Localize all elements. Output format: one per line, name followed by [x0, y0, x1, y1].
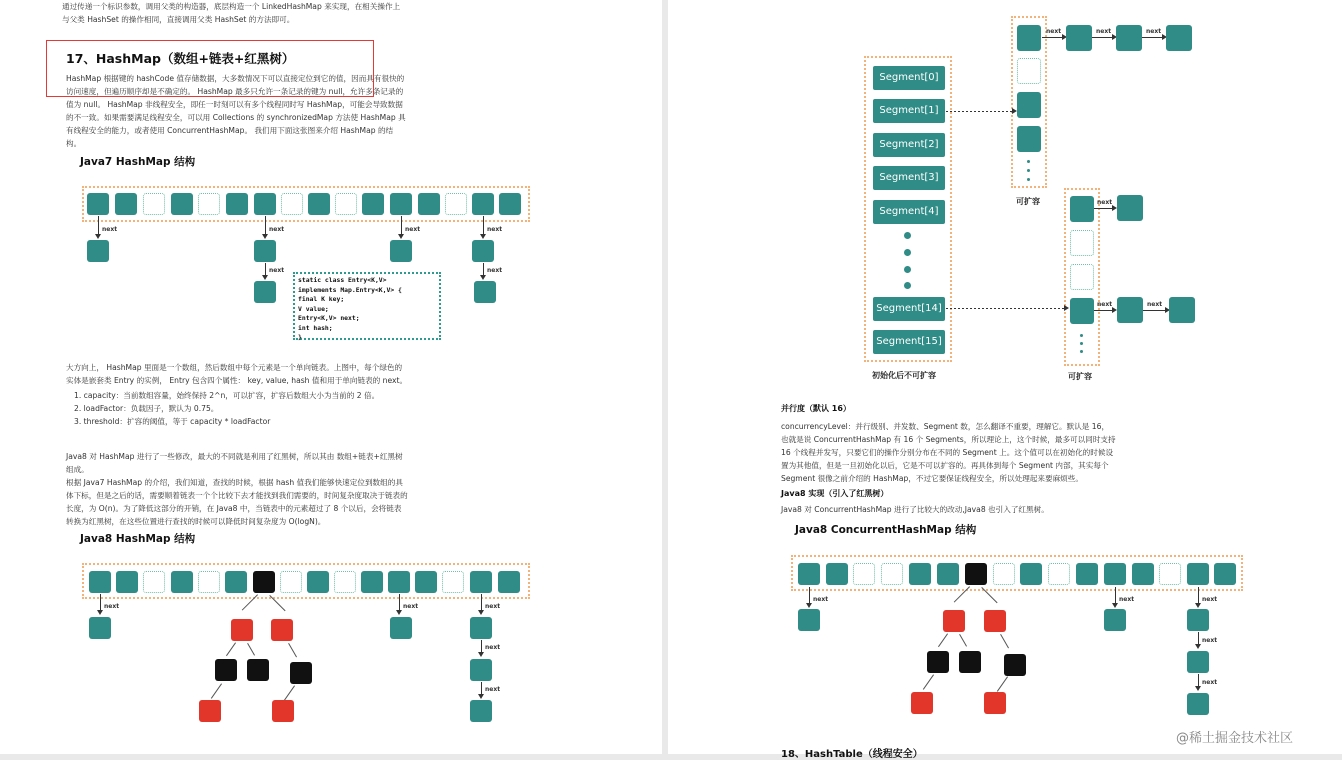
- entry-node: [87, 240, 109, 262]
- java8-impl-title: Java8 实现（引入了红黑树）: [781, 489, 889, 498]
- segment-15: Segment[15]: [873, 330, 945, 354]
- bucket: [362, 193, 384, 215]
- next-label: next: [1097, 301, 1113, 308]
- entry-node: [254, 281, 276, 303]
- left-document-page: [0, 0, 662, 754]
- black-node: [215, 659, 237, 681]
- red-node: [911, 692, 933, 714]
- next-label: next: [1046, 28, 1062, 35]
- hash-entry: [1017, 92, 1041, 118]
- empty-bucket: [993, 563, 1015, 585]
- red-node: [231, 619, 253, 641]
- next-arrow: [1198, 587, 1199, 605]
- ellipsis-dot: [1027, 169, 1030, 172]
- red-node: [943, 610, 965, 632]
- bucket: [225, 571, 247, 593]
- empty-bucket: [281, 193, 303, 215]
- list-item: 1. capacity：当前数组容量，始终保持 2^n，可以扩容，扩容后数组大小为当前的 2 倍。: [74, 391, 380, 400]
- entry-node: [1187, 609, 1209, 631]
- empty-bucket: [1048, 563, 1070, 585]
- bucket: [470, 571, 492, 593]
- chain-node: [1066, 25, 1092, 51]
- next-label: next: [1202, 679, 1218, 686]
- segment-4: Segment[4]: [873, 200, 945, 224]
- empty-bucket: [881, 563, 903, 585]
- bucket: [472, 193, 494, 215]
- next-label: next: [485, 603, 501, 610]
- bucket: [415, 571, 437, 593]
- black-node: [247, 659, 269, 681]
- next-label: next: [269, 226, 285, 233]
- next-section-title-cut: 18、HashTable（线程安全）: [781, 749, 923, 760]
- next-label: next: [1097, 199, 1113, 206]
- segment-0: Segment[0]: [873, 66, 945, 90]
- bucket: [1187, 563, 1209, 585]
- entry-node: [474, 281, 496, 303]
- code-line: implements Map.Entry<K,V> {: [298, 285, 402, 294]
- bucket: [171, 571, 193, 593]
- watermark: @稀土掘金技术社区: [1176, 731, 1294, 746]
- bucket: [390, 193, 412, 215]
- red-node: [271, 619, 293, 641]
- concurrency-title: 并行度（默认 16）: [781, 404, 851, 413]
- tree-edge: [211, 683, 222, 698]
- bucket: [418, 193, 440, 215]
- next-arrow: [100, 594, 101, 612]
- ellipsis-dot: [904, 232, 911, 239]
- list-item: 2. loadFactor：负载因子，默认为 0.75。: [74, 404, 219, 413]
- next-arrow: [98, 216, 99, 236]
- empty-entry: [1017, 58, 1041, 84]
- bucket: [798, 563, 820, 585]
- next-label: next: [1202, 596, 1218, 603]
- bucket: [499, 193, 521, 215]
- next-arrow: [265, 216, 266, 236]
- entry-code: [298, 276, 402, 343]
- next-label: next: [405, 226, 421, 233]
- red-node: [984, 610, 1006, 632]
- section-title: 17、HashMap（数组+链表+红黑树）: [66, 51, 295, 66]
- bucket: [1076, 563, 1098, 585]
- empty-bucket: [143, 571, 165, 593]
- next-arrow: [483, 263, 484, 277]
- hash-entry: [1017, 25, 1041, 51]
- black-node: [927, 651, 949, 673]
- entry-node: [390, 240, 412, 262]
- entry-node: [254, 240, 276, 262]
- black-node: [959, 651, 981, 673]
- entry-node: [1104, 609, 1126, 631]
- bucket: [171, 193, 193, 215]
- next-arrow: [1092, 37, 1114, 38]
- chain-node: [1166, 25, 1192, 51]
- hash-entry: [1070, 196, 1094, 222]
- entry-node: [89, 617, 111, 639]
- hashmap-intro-paragraph: HashMap 根据键的 hashCode 值存储数据，大多数情况下可以直接定位到它的值，因而具有很快的访问速度，但遍历顺序却是不确定的。 HashMap 最多只允许一条记录的键为 null，允许多条记录的值为 null。 HashMap 非线程安全，即任一时刻可以有多个线程同时写 HashMap，可能会导致数据的不一致。如果需要满足线程安全，可以用 Collections 的 synchronizedMap 方法使 HashMap 具有线程安全的能力，或者使用 ConcurrentHashMap。 我们用下面这张图来介绍 HashMap 的结构。: [66, 74, 406, 148]
- empty-bucket: [143, 193, 165, 215]
- next-arrow: [1094, 208, 1114, 209]
- bucket: [388, 571, 410, 593]
- intro-continued-text: 通过传递一个标识参数，调用父类的构造器，底层构造一个 LinkedHashMap 来实现，在相关操作上与父类 HashSet 的操作相同，直接调用父类 HashSet 的方法即可。: [62, 2, 401, 24]
- bucket: [826, 563, 848, 585]
- next-label: next: [487, 226, 503, 233]
- next-arrow: [401, 216, 402, 236]
- empty-bucket: [335, 193, 357, 215]
- red-node: [984, 692, 1006, 714]
- segment-pointer-arrow: [946, 111, 1014, 112]
- bucket: [1132, 563, 1154, 585]
- next-label: next: [813, 596, 829, 603]
- empty-entry: [1070, 264, 1094, 290]
- next-label: next: [485, 686, 501, 693]
- next-label: next: [269, 267, 285, 274]
- tree-edge: [247, 643, 255, 656]
- entry-node: [472, 240, 494, 262]
- next-label: next: [487, 267, 503, 274]
- bucket: [361, 571, 383, 593]
- next-label: next: [1119, 596, 1135, 603]
- hash-entry: [1070, 298, 1094, 324]
- bucket: [89, 571, 111, 593]
- tree-edge: [226, 642, 236, 656]
- structure-explanation: 大方向上， HashMap 里面是一个数组，然后数组中每个元素是一个单向链表。上图中，每个绿色的实体是嵌套类 Entry 的实例， Entry 包含四个属性： key, value, hash 值和用于单向链表的 next。: [66, 363, 408, 385]
- empty-entry: [1070, 230, 1094, 256]
- code-line: int hash;: [298, 323, 333, 332]
- red-node: [199, 700, 221, 722]
- caption-fixed-size: 初始化后不可扩容: [872, 371, 936, 380]
- entry-node: [1187, 693, 1209, 715]
- next-label: next: [1147, 301, 1163, 308]
- bucket: [116, 571, 138, 593]
- next-arrow: [1198, 632, 1199, 646]
- ellipsis-dot: [1027, 160, 1030, 163]
- empty-bucket: [445, 193, 467, 215]
- bucket: [115, 193, 137, 215]
- next-label: next: [104, 603, 120, 610]
- tree-root-bucket: [965, 563, 987, 585]
- chain-node: [1117, 195, 1143, 221]
- bucket: [1214, 563, 1236, 585]
- bucket: [254, 193, 276, 215]
- concurrency-paragraph: concurrencyLevel：并行级别、并发数、Segment 数，怎么翻译不重要，理解它。默认是 16，也就是说 ConcurrentHashMap 有 16 个 Segments，所以理论上，这个时候，最多可以同时支持 16 个线程并发写，只要它们的操作分别分布在不同的 Segment 上。这个值可以在初始化的时候设置为其他值，但是一旦初始化以后，它是不可以扩容的。再具体到每个 Segment 内部，其实每个 Segment 很像之前介绍的 HashMap，不过它要保证线程安全，所以处理起来要麻烦些。: [781, 422, 1116, 483]
- ellipsis-dot: [1027, 178, 1030, 181]
- next-label: next: [1096, 28, 1112, 35]
- next-arrow: [1198, 674, 1199, 688]
- next-arrow: [399, 594, 400, 612]
- java8-change-paragraph: Java8 对 HashMap 进行了一些修改，最大的不同就是利用了红黑树，所以其由 数组+链表+红黑树 组成。: [66, 452, 403, 474]
- tree-edge: [284, 685, 295, 700]
- java8-impl-paragraph: Java8 对 ConcurrentHashMap 进行了比较大的改动,Java8 也引入了红黑树。: [781, 505, 1049, 514]
- empty-bucket: [198, 193, 220, 215]
- bucket: [307, 571, 329, 593]
- segment-2: Segment[2]: [873, 133, 945, 157]
- entry-node: [470, 659, 492, 681]
- caption-expandable: 可扩容: [1068, 372, 1092, 381]
- ellipsis-dot: [904, 249, 911, 256]
- red-node: [272, 700, 294, 722]
- next-arrow: [265, 263, 266, 277]
- caption-expandable: 可扩容: [1016, 197, 1040, 206]
- entry-node: [470, 617, 492, 639]
- entry-node: [1187, 651, 1209, 673]
- code-line: }: [298, 333, 302, 341]
- entry-node: [470, 700, 492, 722]
- tree-root-bucket: [253, 571, 275, 593]
- java7-hashmap-title: Java7 HashMap 结构: [80, 156, 196, 168]
- empty-bucket: [1159, 563, 1181, 585]
- tree-edge: [288, 643, 297, 657]
- segment-3: Segment[3]: [873, 166, 945, 190]
- next-arrow: [481, 594, 482, 612]
- ellipsis-dot: [1080, 350, 1083, 353]
- code-line: Entry<K,V> next;: [298, 314, 360, 322]
- code-line: static class Entry<K,V>: [298, 276, 387, 284]
- next-arrow: [1094, 310, 1114, 311]
- ellipsis-dot: [904, 266, 911, 273]
- chm-structure-title: Java8 ConcurrentHashMap 结构: [795, 524, 977, 536]
- ellipsis-dot: [904, 282, 911, 289]
- segment-14: Segment[14]: [873, 297, 945, 321]
- empty-bucket: [198, 571, 220, 593]
- list-item: 3. threshold：扩容的阈值，等于 capacity * loadFactor: [74, 417, 271, 426]
- bucket: [308, 193, 330, 215]
- segment-1: Segment[1]: [873, 99, 945, 123]
- next-label: next: [1202, 637, 1218, 644]
- empty-bucket: [853, 563, 875, 585]
- next-arrow: [481, 682, 482, 696]
- properties-list: [74, 389, 379, 428]
- bucket: [498, 571, 520, 593]
- chain-node: [1116, 25, 1142, 51]
- hash-entry: [1017, 126, 1041, 152]
- bucket: [1020, 563, 1042, 585]
- next-arrow: [481, 640, 482, 654]
- entry-node: [390, 617, 412, 639]
- code-line: final K key;: [298, 295, 345, 303]
- chain-node: [1117, 297, 1143, 323]
- next-arrow: [483, 216, 484, 236]
- java8-hashmap-title: Java8 HashMap 结构: [80, 533, 196, 545]
- next-label: next: [403, 603, 419, 610]
- next-label: next: [1146, 28, 1162, 35]
- ellipsis-dot: [1080, 342, 1083, 345]
- next-label: next: [485, 644, 501, 651]
- bucket: [909, 563, 931, 585]
- java8-lookup-paragraph: 根据 Java7 HashMap 的介绍，我们知道，查找的时候，根据 hash 值我们能够快速定位到数组的具体下标，但是之后的话，需要顺着链表一个个比较下去才能找到我们需要的，时间复杂度取决于链表的长度，为 O(n)。为了降低这部分的开销，在 Java8 中，当链表中的元素超过了 8 个以后，会将链表转换为红黑树，在这些位置进行查找的时候可以降低时间复杂度为 O(logN)。: [66, 478, 408, 526]
- next-arrow: [1115, 587, 1116, 605]
- bucket: [1104, 563, 1126, 585]
- bucket: [937, 563, 959, 585]
- next-label: next: [102, 226, 118, 233]
- bucket: [87, 193, 109, 215]
- entry-node: [798, 609, 820, 631]
- next-arrow: [1143, 310, 1167, 311]
- bucket: [226, 193, 248, 215]
- empty-bucket: [280, 571, 302, 593]
- empty-bucket: [442, 571, 464, 593]
- ellipsis-dot: [1080, 334, 1083, 337]
- black-node: [1004, 654, 1026, 676]
- next-arrow: [1042, 37, 1064, 38]
- black-node: [290, 662, 312, 684]
- chain-node: [1169, 297, 1195, 323]
- next-arrow: [809, 587, 810, 605]
- empty-bucket: [334, 571, 356, 593]
- next-arrow: [1142, 37, 1164, 38]
- segment-pointer-arrow: [946, 308, 1066, 309]
- code-line: V value;: [298, 304, 329, 313]
